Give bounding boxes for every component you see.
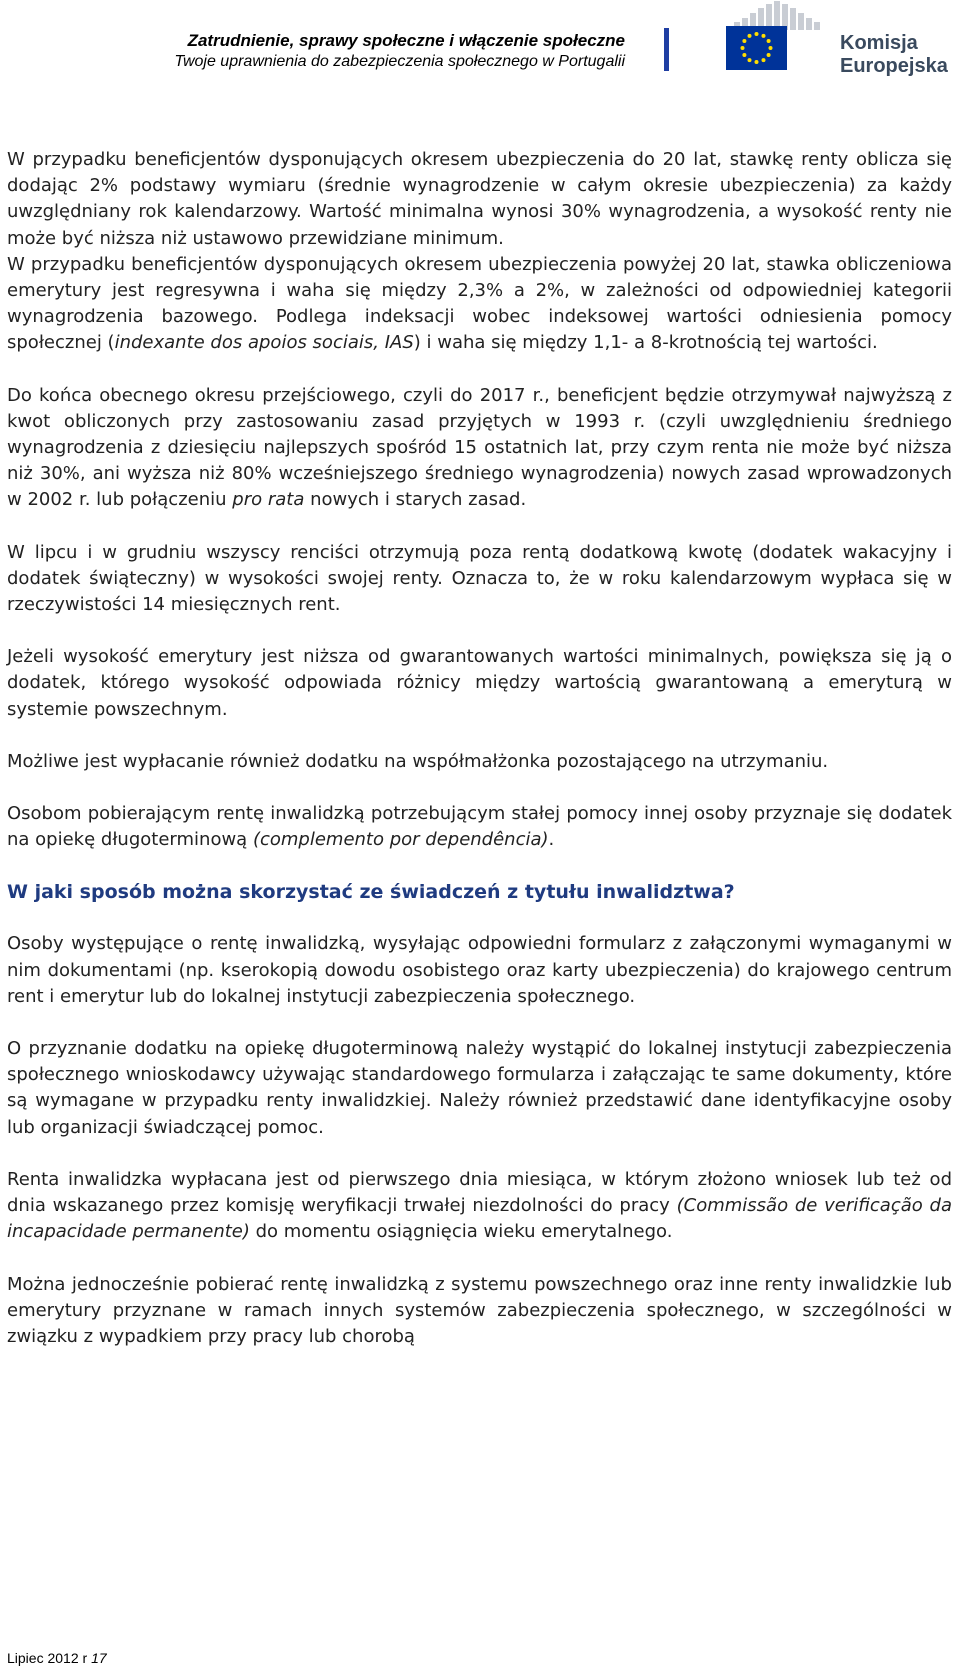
document-body [7,147,952,1376]
paragraph: O przyznanie dodatku na opiekę długoterminową należy wystąpić do lokalnej instytucji zabezpieczenia społecznego wnioskodawcy używając standardowego formularza i załączając te same dokumenty, które są wymagane w przypadku renty inwalidzkiej. Należy również przedstawić dane identyfikacyjne osoby lub organizacji świadczącej pomoc. [7,1038,952,1138]
page-footer [7,1650,107,1666]
header-subtitle: Twoje uprawnienia do zabezpieczenia społecznego w Portugalii [174,53,625,70]
header-titles [174,30,625,72]
page-header [0,0,960,80]
footer-date: Lipiec 2012 r [7,1650,88,1666]
header-title: Zatrudnienie, sprawy społeczne i włączenie społeczne [187,31,625,50]
paragraph: Osobom pobierającym rentę inwalidzką potrzebującym stałej pomocy innej osoby przyznaje się dodatek na opiekę długoterminową (complemento por dependência). [7,803,952,851]
paragraph: Można jednocześnie pobierać rentę inwalidzką z systemu powszechnego oraz inne renty inwalidzkie lub emerytury przyznane w ramach innych systemów zabezpieczenia społecznego, w szczególności w związku z wypadkiem przy pracy lub chorobą [7,1273,952,1347]
logo-line-1: Komisja [840,32,918,54]
paragraph: Osoby występujące o rentę inwalidzką, wysyłając odpowiedni formularz z załączonymi wymaganymi w nim dokumentami (np. kserokopią dowodu osobistego oraz karty ubezpieczenia) do krajowego centrum rent i emerytur lub do lokalnej instytucji zabezpieczenia społecznego. [7,933,952,1007]
paragraph: W przypadku beneficjentów dysponujących okresem ubezpieczenia powyżej 20 lat, stawka obliczeniowa emerytury jest regresywna i waha się między 2,3% a 2%, w zależności od odpowiedniej kategorii wynagrodzenia bazowego. Podlega indeksacji wobec indeksowej wartości odniesienia pomocy społecznej (indexante dos apoios sociais, IAS) i waha się między 1,1- a 8-krotnością tej wartości. [7,253,952,354]
paragraph: W przypadku beneficjentów dysponujących okresem ubezpieczenia do 20 lat, stawkę renty oblicza się dodając 2% podstawy wymiaru (średnie wynagrodzenie w całym okresie ubezpieczenia) za każdy uwzględniany rok kalendarzowy. Wartość minimalna wynosi 30% wynagrodzenia, a wysokość renty nie może być niższa niż ustawowo przewidziane minimum. [7,149,952,249]
eu-flag-icon [726,26,787,70]
logo-divider [664,28,669,71]
paragraph: Do końca obecnego okresu przejściowego, czyli do 2017 r., beneficjent będzie otrzymywał najwyższą z kwot obliczonych przy zastosowaniu zasad przyjętych w 1993 r. (czyli uwzględnieniu średniego wynagrodzenia z dziesięciu najlepszych spośród 15 ostatnich lat, przy czym renta nie może być niższa niż 30%, ani wyższa niż 80% wcześniejszego średniego wynagrodzenia) nowych zasad wprowadzonych w 2002 r. lub połączeniu pro rata nowych i starych zasad. [7,384,952,511]
paragraph: Możliwe jest wypłacanie również dodatku na współmałżonka pozostającego na utrzymaniu. [7,750,829,772]
section-heading: W jaki sposób można skorzystać ze świadczeń z tytułu inwalidztwa? [7,881,735,904]
logo-line-2: Europejska [840,55,948,77]
commission-logo-text [840,32,948,78]
paragraph: Renta inwalidzka wypłacana jest od pierwszego dnia miesiąca, w którym złożono wniosek lub też od dnia wskazanego przez komisję weryfikacji trwałej niezdolności do pracy (Commissão de verificação da incapacidade permanente) do momentu osiągnięcia wieku emerytalnego. [7,1168,952,1243]
paragraph: W lipcu i w grudniu wszyscy renciści otrzymują poza rentą dodatkową kwotę (dodatek wakacyjny i dodatek świąteczny) w wysokości swojej renty. Oznacza to, że w roku kalendarzowym wypłaca się w rzeczywistości 14 miesięcznych rent. [7,541,952,616]
paragraph: Jeżeli wysokość emerytury jest niższa od gwarantowanych wartości minimalnych, powiększa się ją o dodatek, którego wysokość odpowiada różnicy między wartością gwarantowaną a emeryturą w systemie powszechnym. [7,646,952,720]
page-number: 17 [91,1650,107,1666]
